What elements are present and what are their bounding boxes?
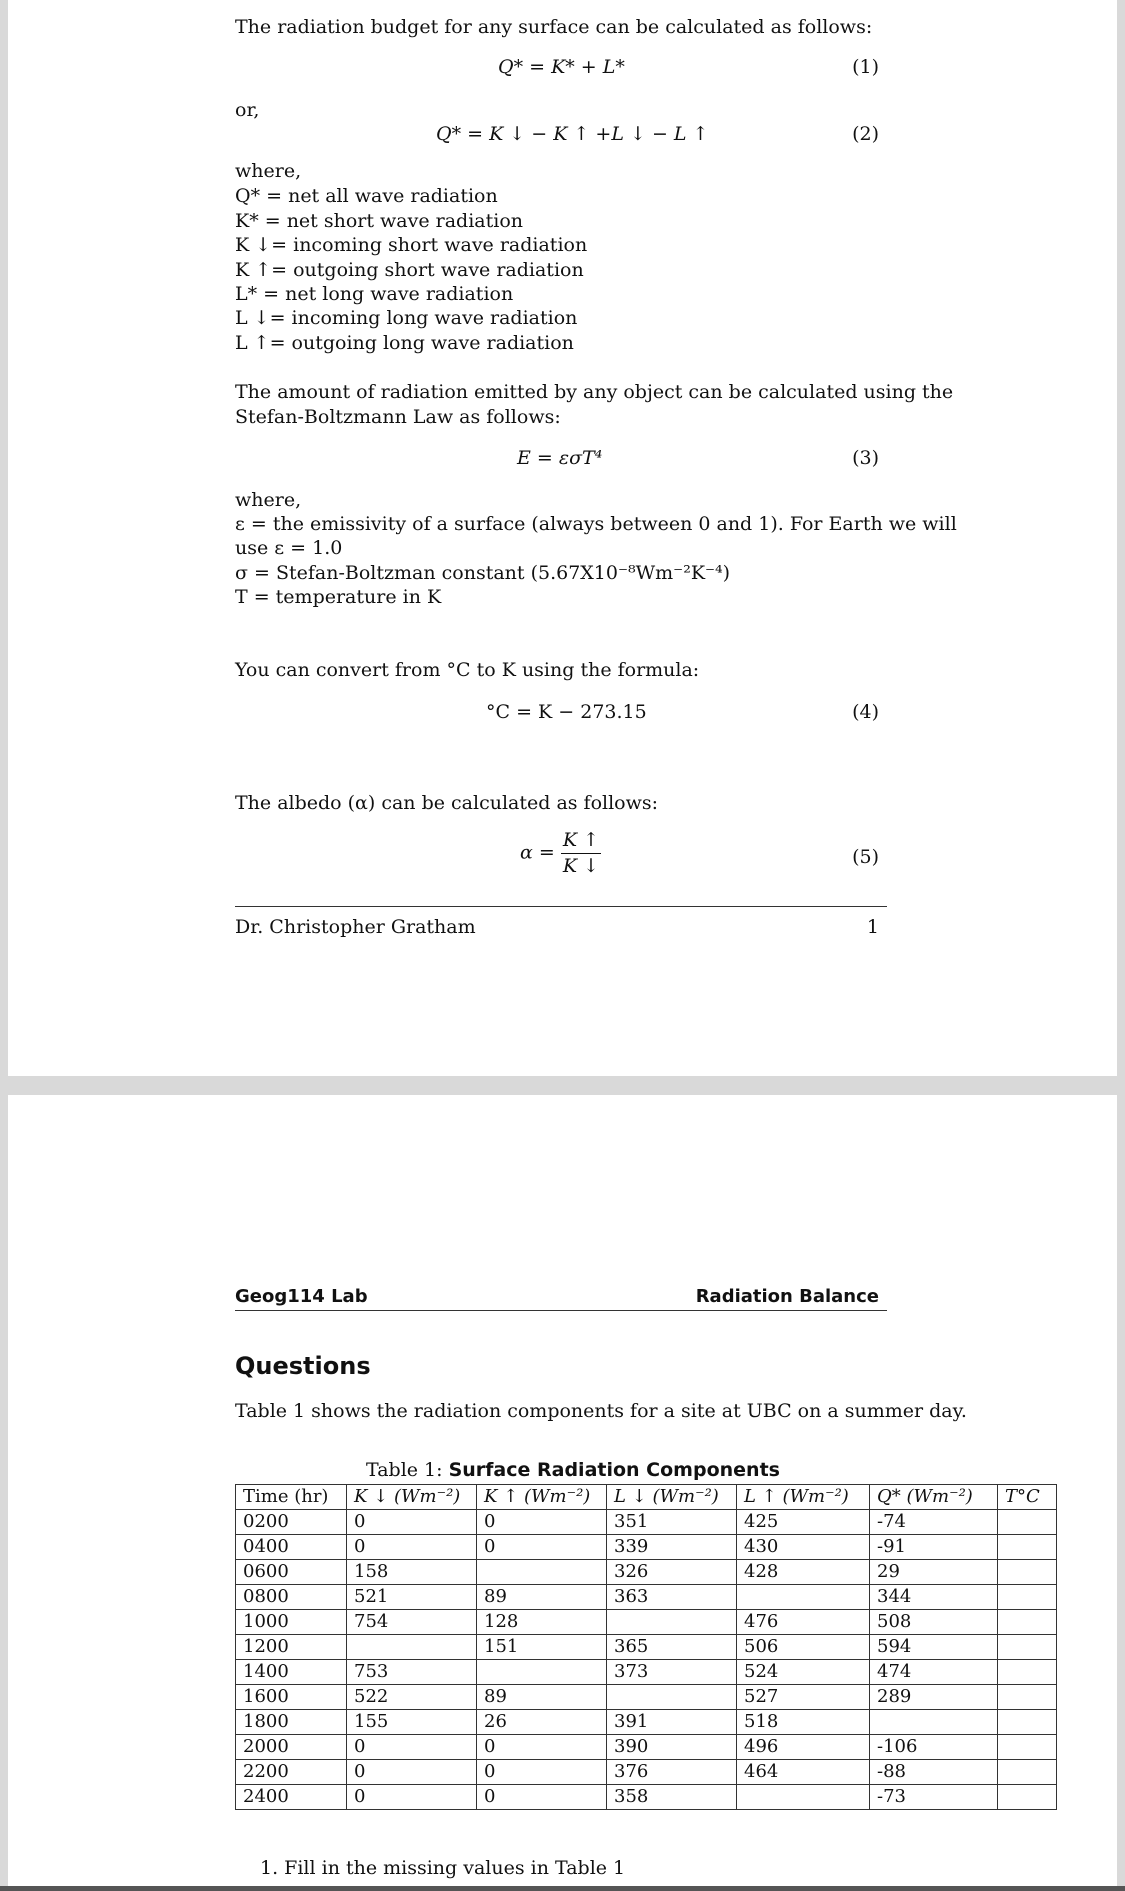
definition-line: L* = net long wave radiation bbox=[235, 283, 514, 305]
table-cell: 0 bbox=[477, 1510, 607, 1535]
table-cell: 151 bbox=[477, 1635, 607, 1660]
table-cell: 344 bbox=[870, 1585, 998, 1610]
table-cell: 0 bbox=[477, 1760, 607, 1785]
table-cell: 326 bbox=[607, 1560, 737, 1585]
table-cell: 496 bbox=[737, 1735, 870, 1760]
footer-author: Dr. Christopher Gratham bbox=[235, 916, 476, 938]
table-cell bbox=[737, 1785, 870, 1810]
equation-4: °C = K − 273.15 bbox=[486, 701, 647, 723]
table-header-row bbox=[236, 1485, 1057, 1510]
table-cell: 351 bbox=[607, 1510, 737, 1535]
table-cell: 363 bbox=[607, 1585, 737, 1610]
table-row bbox=[236, 1635, 1057, 1660]
definition-line: K ↓= incoming short wave radiation bbox=[235, 234, 588, 256]
equation-1: Q* = K* + L* bbox=[498, 56, 625, 78]
table-cell bbox=[998, 1510, 1057, 1535]
where-label: where, bbox=[235, 160, 302, 182]
table-cell: 26 bbox=[477, 1710, 607, 1735]
header-left: Geog114 Lab bbox=[235, 1286, 368, 1307]
definition-line: K* = net short wave radiation bbox=[235, 210, 524, 232]
equation-4-number: (4) bbox=[852, 701, 879, 723]
table-cell bbox=[998, 1610, 1057, 1635]
table-cell: 289 bbox=[870, 1685, 998, 1710]
table-caption bbox=[366, 1458, 780, 1483]
column-header: L ↓ (Wm⁻²) bbox=[607, 1485, 737, 1510]
table-cell: 0200 bbox=[236, 1510, 347, 1535]
table-cell bbox=[998, 1685, 1057, 1710]
table-cell bbox=[347, 1635, 477, 1660]
column-header: L ↑ (Wm⁻²) bbox=[737, 1485, 870, 1510]
table-row bbox=[236, 1535, 1057, 1560]
stefan-definition-line: T = temperature in K bbox=[235, 586, 442, 608]
table-cell bbox=[998, 1635, 1057, 1660]
table-caption-title: Surface Radiation Components bbox=[448, 1459, 780, 1481]
table-cell bbox=[998, 1560, 1057, 1585]
table-cell: 2400 bbox=[236, 1785, 347, 1810]
table-cell: 358 bbox=[607, 1785, 737, 1810]
table-cell: -73 bbox=[870, 1785, 998, 1810]
stefan-definition-line: use ε = 1.0 bbox=[235, 537, 343, 559]
table-cell: 0 bbox=[347, 1760, 477, 1785]
or-label: or, bbox=[235, 99, 260, 121]
table-cell: 0800 bbox=[236, 1585, 347, 1610]
table-cell: 0 bbox=[477, 1785, 607, 1810]
table-cell bbox=[998, 1785, 1057, 1810]
definition-line: Q* = net all wave radiation bbox=[235, 185, 498, 207]
table-cell: 508 bbox=[870, 1610, 998, 1635]
equation-3-number: (3) bbox=[852, 447, 879, 469]
footer-rule bbox=[235, 906, 887, 907]
table-row bbox=[236, 1710, 1057, 1735]
table-cell: 0400 bbox=[236, 1535, 347, 1560]
equation-5-number: (5) bbox=[852, 846, 879, 868]
header-rule bbox=[235, 1310, 887, 1311]
table-cell: 1200 bbox=[236, 1635, 347, 1660]
table-cell bbox=[737, 1585, 870, 1610]
table-cell: 0 bbox=[477, 1735, 607, 1760]
table-cell: 1400 bbox=[236, 1660, 347, 1685]
equation-2: Q* = K ↓ − K ↑ +L ↓ − L ↑ bbox=[436, 123, 709, 145]
table-cell bbox=[477, 1560, 607, 1585]
radiation-table bbox=[235, 1484, 1057, 1810]
table-cell: 754 bbox=[347, 1610, 477, 1635]
table-cell: 0 bbox=[347, 1785, 477, 1810]
table-cell: -106 bbox=[870, 1735, 998, 1760]
table-cell: 1000 bbox=[236, 1610, 347, 1635]
table-cell bbox=[607, 1610, 737, 1635]
table-cell: 425 bbox=[737, 1510, 870, 1535]
albedo-fraction bbox=[561, 828, 601, 879]
table-cell bbox=[607, 1685, 737, 1710]
intro-text: The radiation budget for any surface can be calculated as follows: bbox=[235, 16, 873, 38]
table-cell bbox=[998, 1710, 1057, 1735]
viewer-bottom-edge bbox=[0, 1886, 1125, 1891]
table-cell: 0 bbox=[347, 1735, 477, 1760]
table-cell: 428 bbox=[737, 1560, 870, 1585]
table-cell bbox=[998, 1660, 1057, 1685]
table-cell: 390 bbox=[607, 1735, 737, 1760]
table-cell bbox=[870, 1710, 998, 1735]
table-cell: 155 bbox=[347, 1710, 477, 1735]
table-row bbox=[236, 1735, 1057, 1760]
equation-5-lhs: α = bbox=[520, 841, 555, 864]
table-cell: 2200 bbox=[236, 1760, 347, 1785]
table-cell: -91 bbox=[870, 1535, 998, 1560]
where-label-2: where, bbox=[235, 489, 302, 511]
table-cell: 0600 bbox=[236, 1560, 347, 1585]
equation-2-number: (2) bbox=[852, 123, 879, 145]
section-title: Questions bbox=[235, 1352, 371, 1380]
table-row bbox=[236, 1510, 1057, 1535]
table-cell: 594 bbox=[870, 1635, 998, 1660]
definition-line: L ↓= incoming long wave radiation bbox=[235, 307, 578, 329]
column-header: Q* (Wm⁻²) bbox=[870, 1485, 998, 1510]
equation-3: E = εσT⁴ bbox=[517, 447, 603, 469]
table-cell: 128 bbox=[477, 1610, 607, 1635]
fraction-denominator: K ↓ bbox=[562, 855, 599, 877]
table-cell: 373 bbox=[607, 1660, 737, 1685]
table-cell: 430 bbox=[737, 1535, 870, 1560]
table-cell bbox=[477, 1660, 607, 1685]
column-header: T°C bbox=[998, 1485, 1057, 1510]
table-cell: 753 bbox=[347, 1660, 477, 1685]
table-cell: 464 bbox=[737, 1760, 870, 1785]
table-row bbox=[236, 1785, 1057, 1810]
column-header: Time (hr) bbox=[236, 1485, 347, 1510]
convert-intro: You can convert from °C to K using the formula: bbox=[235, 659, 700, 681]
table-cell: 2000 bbox=[236, 1735, 347, 1760]
table-cell: -88 bbox=[870, 1760, 998, 1785]
definition-line: K ↑= outgoing short wave radiation bbox=[235, 259, 584, 281]
equation-1-number: (1) bbox=[852, 56, 879, 78]
header-right: Radiation Balance bbox=[695, 1286, 879, 1307]
table-cell: 476 bbox=[737, 1610, 870, 1635]
table-intro: Table 1 shows the radiation components for a site at UBC on a summer day. bbox=[235, 1400, 967, 1422]
table-cell bbox=[998, 1585, 1057, 1610]
table-cell: -74 bbox=[870, 1510, 998, 1535]
table-cell: 1600 bbox=[236, 1685, 347, 1710]
albedo-intro: The albedo (α) can be calculated as follows: bbox=[235, 792, 659, 814]
equation-5 bbox=[520, 828, 601, 879]
table-cell: 29 bbox=[870, 1560, 998, 1585]
table-cell: 524 bbox=[737, 1660, 870, 1685]
column-header: K ↑ (Wm⁻²) bbox=[477, 1485, 607, 1510]
table-row bbox=[236, 1560, 1057, 1585]
table-cell: 521 bbox=[347, 1585, 477, 1610]
table-cell: 89 bbox=[477, 1585, 607, 1610]
definition-line: L ↑= outgoing long wave radiation bbox=[235, 332, 574, 354]
table-cell: 339 bbox=[607, 1535, 737, 1560]
table-cell bbox=[998, 1735, 1057, 1760]
table-cell: 158 bbox=[347, 1560, 477, 1585]
column-header: K ↓ (Wm⁻²) bbox=[347, 1485, 477, 1510]
table-cell: 0 bbox=[477, 1535, 607, 1560]
table-cell: 89 bbox=[477, 1685, 607, 1710]
stefan-intro-line-2: Stefan-Boltzmann Law as follows: bbox=[235, 406, 561, 428]
table-cell: 376 bbox=[607, 1760, 737, 1785]
table-cell: 391 bbox=[607, 1710, 737, 1735]
document-page-2 bbox=[8, 1095, 1117, 1891]
table-cell bbox=[998, 1760, 1057, 1785]
table-row bbox=[236, 1685, 1057, 1710]
fraction-numerator: K ↑ bbox=[561, 828, 601, 854]
footer-page-number: 1 bbox=[866, 916, 879, 938]
table-row bbox=[236, 1585, 1057, 1610]
stefan-definition-line: ε = the emissivity of a surface (always between 0 and 1). For Earth we will bbox=[235, 513, 957, 535]
table-row bbox=[236, 1760, 1057, 1785]
table-cell: 518 bbox=[737, 1710, 870, 1735]
table-cell: 0 bbox=[347, 1510, 477, 1535]
question-1: 1. Fill in the missing values in Table 1 bbox=[260, 1857, 626, 1879]
stefan-intro-line-1: The amount of radiation emitted by any object can be calculated using the bbox=[235, 381, 954, 403]
document-page-1 bbox=[8, 0, 1117, 1076]
table-row bbox=[236, 1610, 1057, 1635]
table-cell: 527 bbox=[737, 1685, 870, 1710]
table-cell: 1800 bbox=[236, 1710, 347, 1735]
table-cell: 365 bbox=[607, 1635, 737, 1660]
stefan-definition-line: σ = Stefan-Boltzman constant (5.67X10⁻⁸Wm⁻²K⁻⁴) bbox=[235, 562, 731, 584]
table-cell: 522 bbox=[347, 1685, 477, 1710]
table-caption-prefix: Table 1: bbox=[366, 1459, 449, 1481]
table-row bbox=[236, 1660, 1057, 1685]
table-cell: 506 bbox=[737, 1635, 870, 1660]
table-cell: 474 bbox=[870, 1660, 998, 1685]
table-cell: 0 bbox=[347, 1535, 477, 1560]
table-cell bbox=[998, 1535, 1057, 1560]
